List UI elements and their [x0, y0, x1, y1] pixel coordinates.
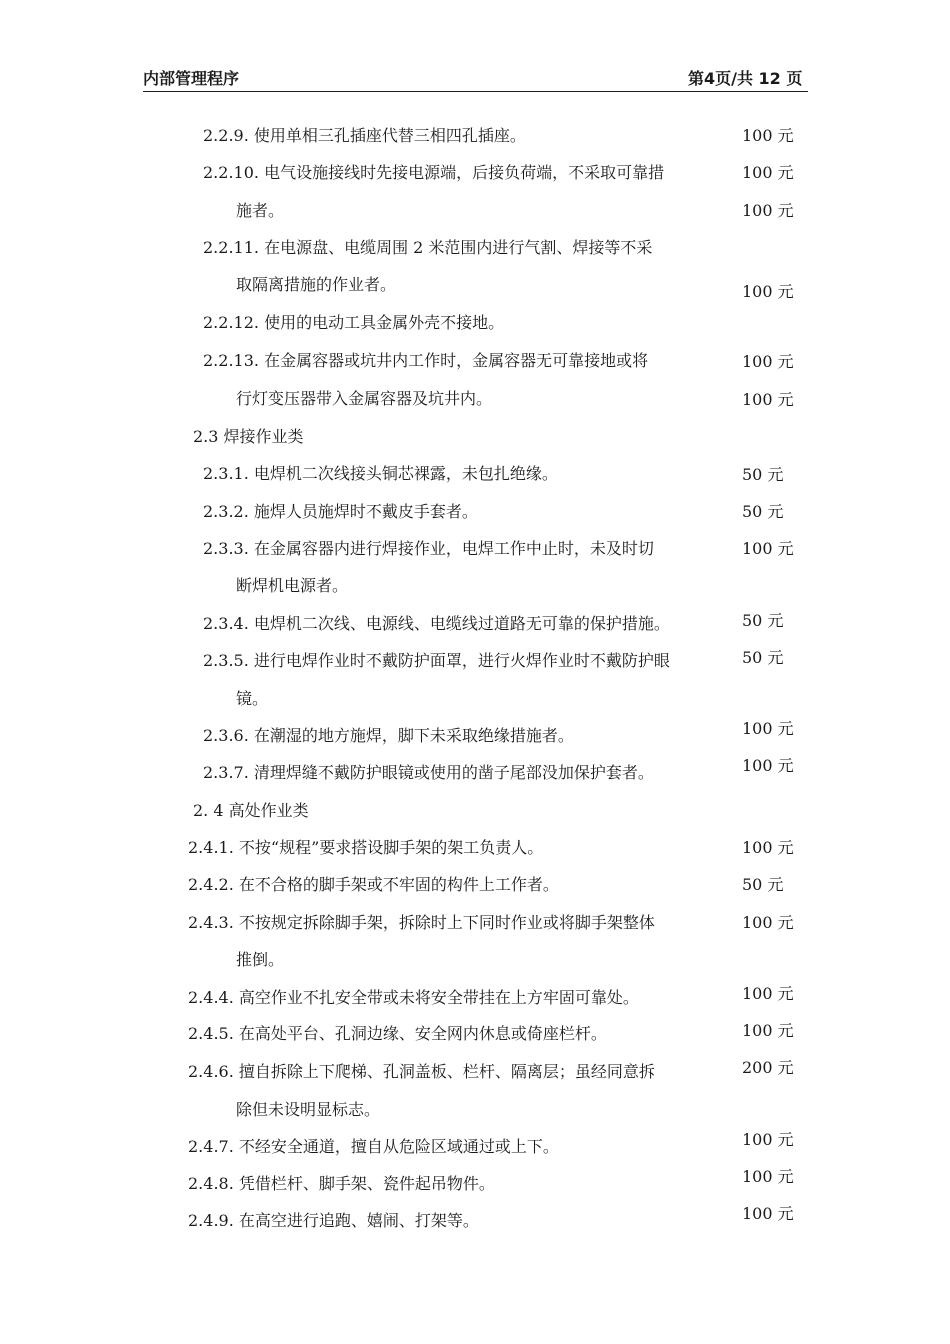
clause-line: 2.4.3. 不按规定拆除脚手架，拆除时上下同时作业或将脚手架整体: [188, 913, 655, 932]
penalty-amount: 50 元: [742, 465, 784, 484]
penalty-amount: 100 元: [742, 756, 794, 775]
clause-line: 2.4.1. 不按“规程”要求搭设脚手架的架工负责人。: [188, 838, 544, 857]
penalty-amount: 200 元: [742, 1058, 794, 1077]
clause-line: 行灯变压器带入金属容器及坑井内。: [236, 389, 493, 408]
clause-line: 2.2.11. 在电源盘、电缆周围 2 米范围内进行气割、焊接等不采: [203, 238, 653, 257]
clause-line: 2.4.4. 高空作业不扎安全带或未将安全带挂在上方牢固可靠处。: [188, 988, 639, 1007]
penalty-amount: 50 元: [742, 502, 784, 521]
penalty-amount: 100 元: [742, 1130, 794, 1149]
penalty-amount: 50 元: [742, 611, 784, 630]
clause-line: 取隔离措施的作业者。: [236, 275, 397, 294]
penalty-amount: 100 元: [742, 126, 794, 145]
penalty-amount: 100 元: [742, 539, 794, 558]
clause-line: 推倒。: [236, 950, 285, 969]
header-divider: [143, 91, 808, 92]
clause-line: 2.4.2. 在不合格的脚手架或不牢固的构件上工作者。: [188, 875, 559, 894]
clause-line: 除但未设明显标志。: [236, 1100, 381, 1119]
clause-line: 镜。: [236, 689, 269, 708]
penalty-amount: 50 元: [742, 648, 784, 667]
clause-line: 2.2.12. 使用的电动工具金属外壳不接地。: [203, 313, 505, 332]
page-number: 第4页/共 12 页: [688, 69, 803, 88]
penalty-amount: 100 元: [742, 352, 794, 371]
clause-line: 2.3.2. 施焊人员施焊时不戴皮手套者。: [203, 502, 478, 521]
clause-line: 2.3.7. 清理焊缝不戴防护眼镜或使用的凿子尾部没加保护套者。: [203, 763, 654, 782]
penalty-amount: 100 元: [742, 1167, 794, 1186]
clause-line: 2.2.10. 电气设施接线时先接电源端，后接负荷端，不采取可靠措: [203, 163, 665, 182]
penalty-amount: 100 元: [742, 163, 794, 182]
penalty-amount: 100 元: [742, 984, 794, 1003]
penalty-amount: 100 元: [742, 913, 794, 932]
clause-line: 2.3.6. 在潮湿的地方施焊，脚下未采取绝缘措施者。: [203, 726, 574, 745]
penalty-amount: 100 元: [742, 1204, 794, 1223]
clause-line: 断焊机电源者。: [236, 576, 349, 595]
clause-line: 2.2.13. 在金属容器或坑井内工作时，金属容器无可靠接地或将: [203, 351, 649, 370]
clause-line: 施者。: [236, 201, 285, 220]
clause-line: 2.4.7. 不经安全通道，擅自从危险区域通过或上下。: [188, 1137, 559, 1156]
header-title: 内部管理程序: [143, 69, 240, 88]
clause-line: 2.4.9. 在高空进行追跑、嬉闹、打架等。: [188, 1211, 479, 1230]
section-heading: 2. 4 高处作业类: [193, 801, 309, 820]
clause-line: 2.3.5. 进行电焊作业时不戴防护面罩，进行火焊作业时不戴防护眼: [203, 651, 670, 670]
penalty-amount: 100 元: [742, 282, 794, 301]
penalty-amount: 100 元: [742, 201, 794, 220]
penalty-amount: 100 元: [742, 838, 794, 857]
penalty-amount: 100 元: [742, 719, 794, 738]
penalty-amount: 100 元: [742, 390, 794, 409]
penalty-amount: 100 元: [742, 1021, 794, 1040]
clause-line: 2.2.9. 使用单相三孔插座代替三相四孔插座。: [203, 126, 526, 145]
clause-line: 2.4.8. 凭借栏杆、脚手架、瓷件起吊物件。: [188, 1174, 495, 1193]
clause-line: 2.4.5. 在高处平台、孔洞边缘、安全网内休息或倚座栏杆。: [188, 1024, 607, 1043]
penalty-amount: 50 元: [742, 875, 784, 894]
clause-line: 2.3.3. 在金属容器内进行焊接作业，电焊工作中止时，未及时切: [203, 539, 654, 558]
clause-line: 2.3.1. 电焊机二次线接头铜芯裸露，未包扎绝缘。: [203, 464, 558, 483]
clause-line: 2.3.4. 电焊机二次线、电源线、电缆线过道路无可靠的保护措施。: [203, 614, 670, 633]
clause-line: 2.4.6. 擅自拆除上下爬梯、孔洞盖板、栏杆、隔离层；虽经同意拆: [188, 1062, 655, 1081]
section-heading: 2.3 焊接作业类: [193, 427, 304, 446]
